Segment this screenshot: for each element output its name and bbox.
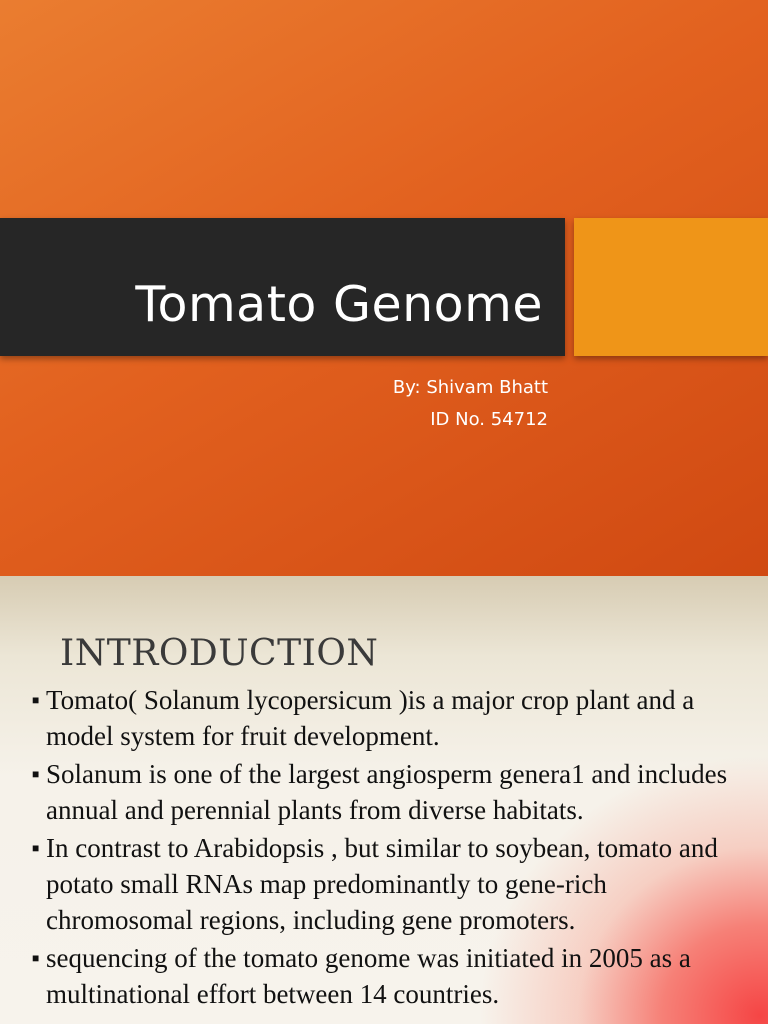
id-line: ID No. 54712 bbox=[430, 409, 548, 430]
square-bullet-icon: ■ bbox=[32, 693, 40, 707]
bullet-text: Solanum is one of the largest angiosperm genera1 and includes annual and perennial plants from diverse habitats. bbox=[46, 759, 728, 825]
bullet-text: In contrast to Arabidopsis , but similar to soybean, tomato and potato small RNAs map predominantly to gene-rich chromosomal regions, including gene promoters. bbox=[46, 833, 718, 935]
accent-block bbox=[574, 218, 768, 356]
bullet-text: Tomato( Solanum lycopersicum )is a major crop plant and a model system for fruit development. bbox=[46, 685, 695, 751]
bullet-item bbox=[30, 830, 760, 938]
square-bullet-icon: ■ bbox=[32, 841, 40, 855]
subtitle bbox=[393, 372, 548, 436]
bullet-item bbox=[30, 940, 760, 1012]
square-bullet-icon: ■ bbox=[32, 767, 40, 781]
introduction-slide bbox=[0, 576, 768, 1024]
bullet-list bbox=[30, 682, 760, 1014]
square-bullet-icon: ■ bbox=[32, 951, 40, 965]
title-band bbox=[0, 218, 565, 356]
bullet-item bbox=[30, 682, 760, 754]
author-line: By: Shivam Bhatt bbox=[392, 377, 548, 398]
section-heading: INTRODUCTION bbox=[60, 633, 379, 674]
bullet-text: sequencing of the tomato genome was initiated in 2005 as a multinational effort between 14 countries. bbox=[46, 943, 691, 1009]
bullet-item bbox=[30, 756, 760, 828]
slide-title: Tomato Genome bbox=[135, 276, 543, 333]
